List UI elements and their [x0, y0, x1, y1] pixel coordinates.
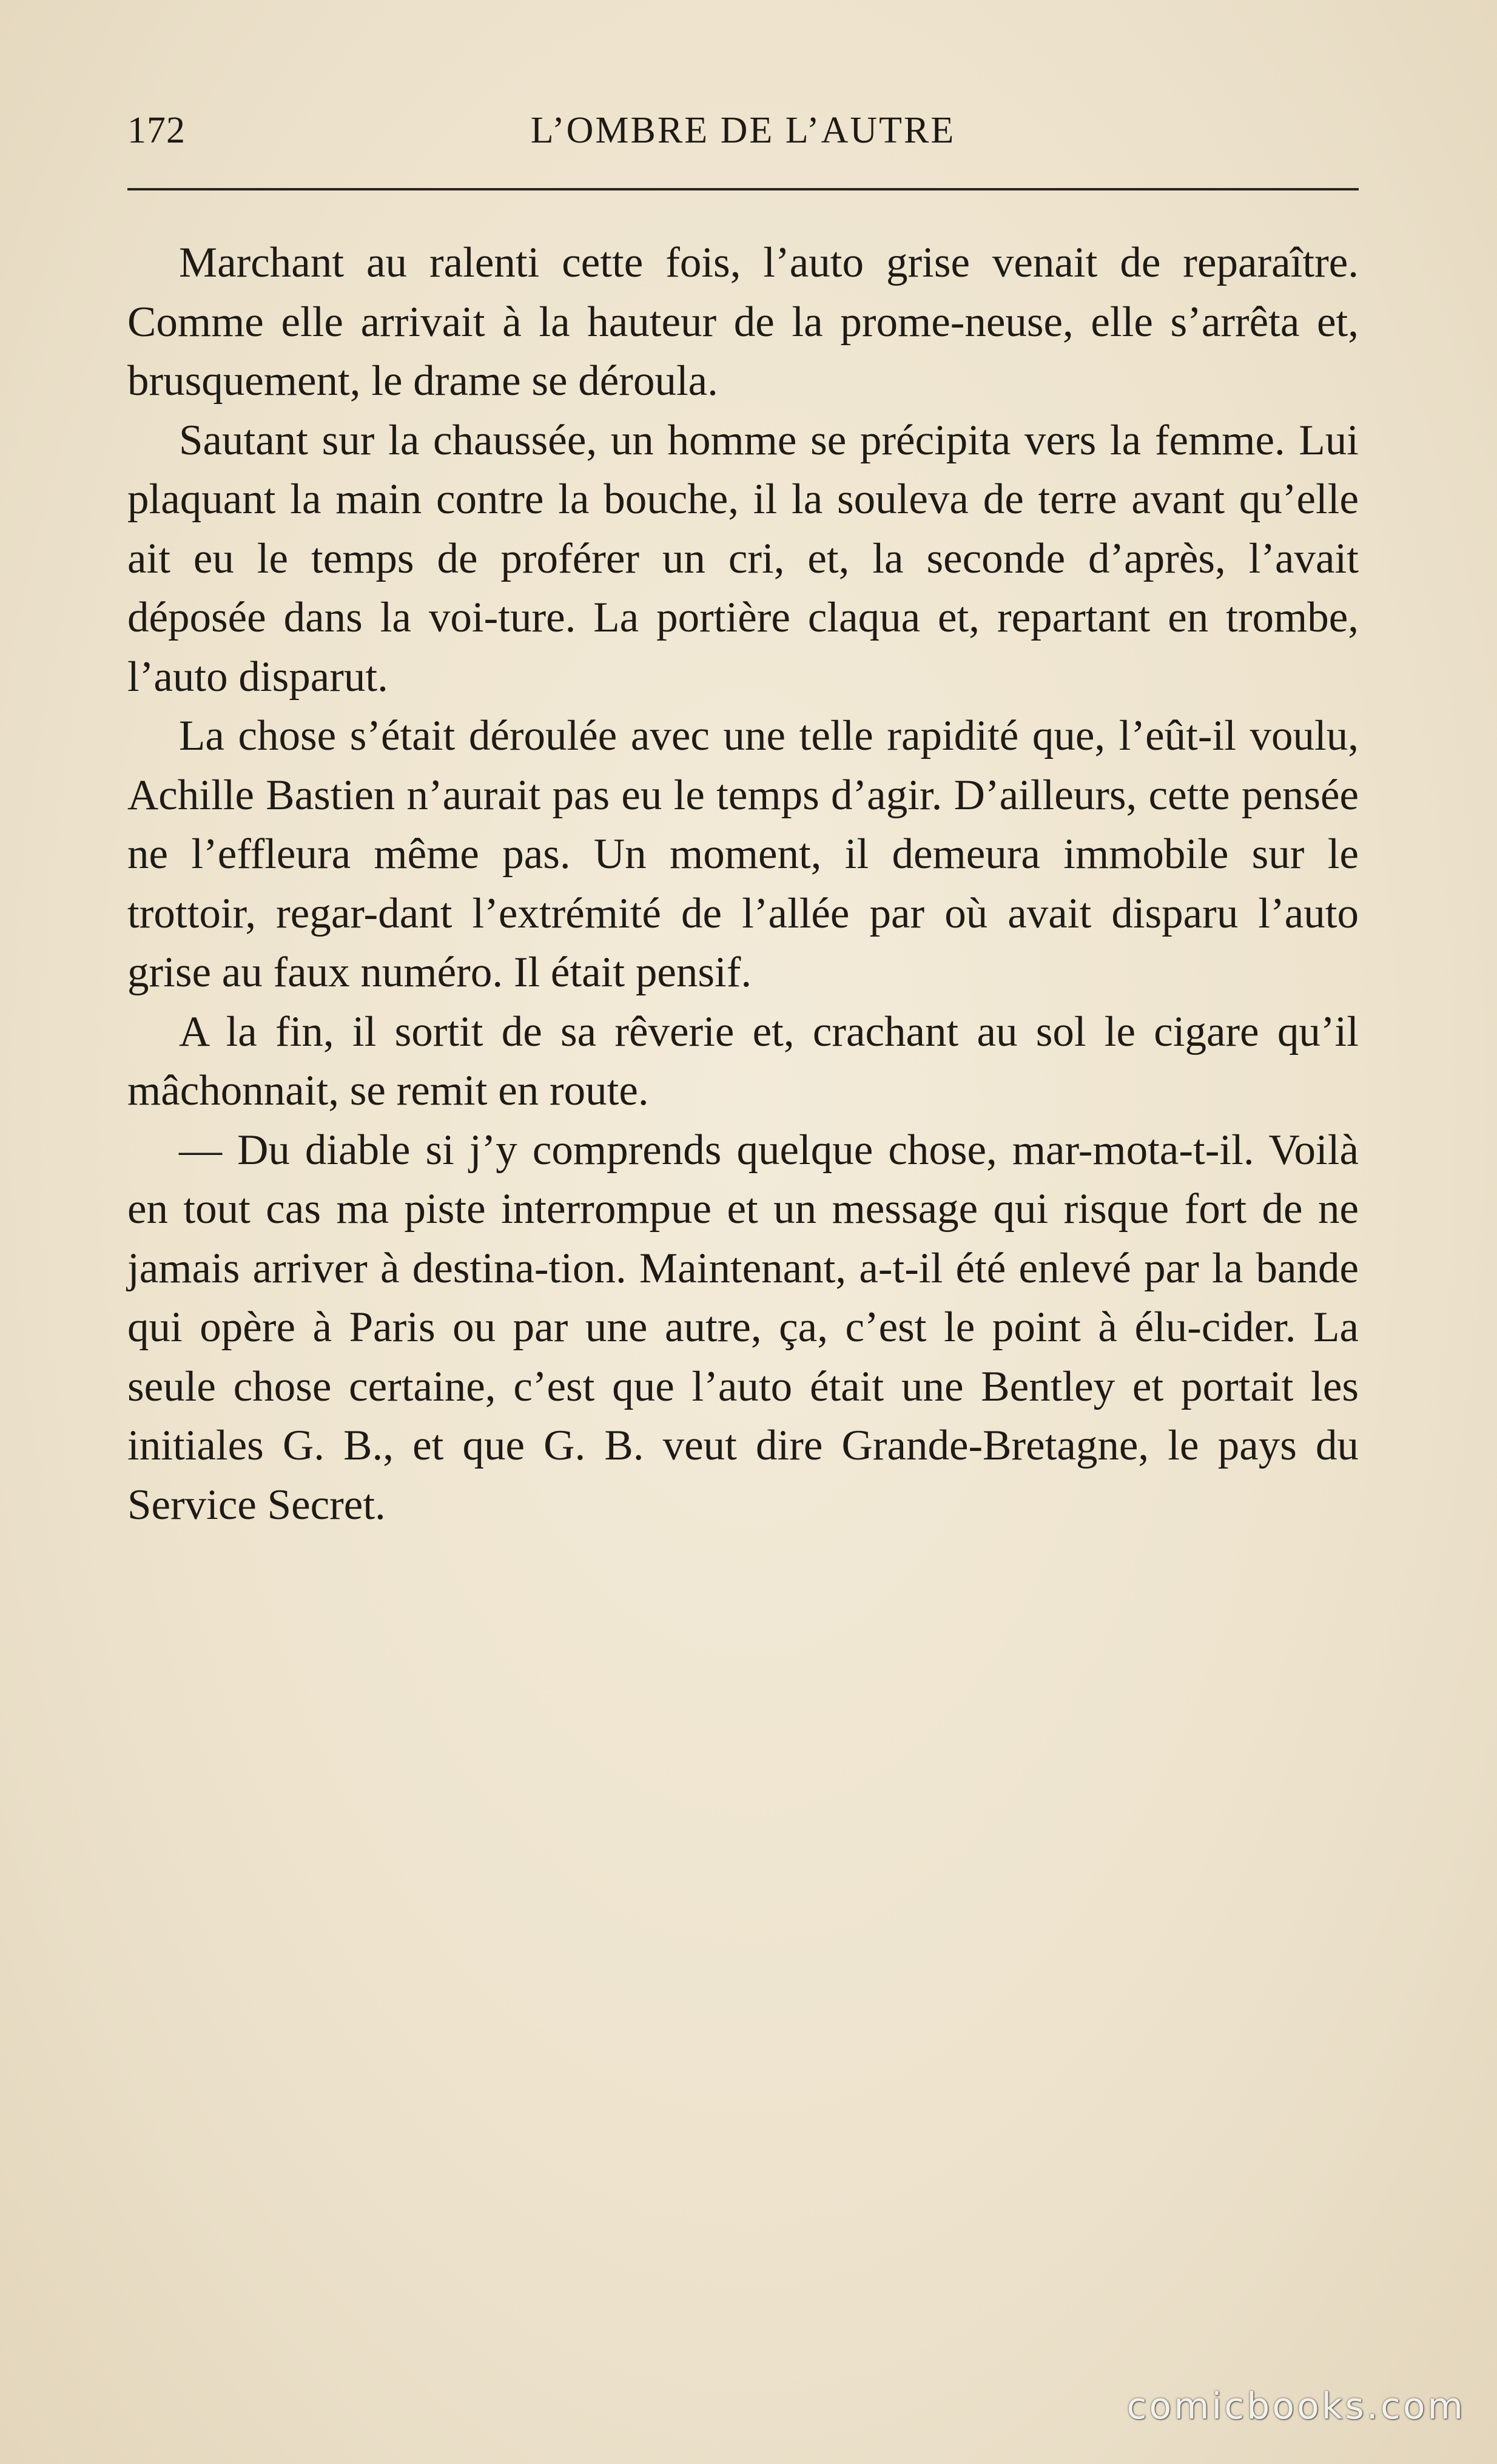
watermark: comicbooks.com: [1126, 2385, 1465, 2428]
paragraph: Sautant sur la chaussée, un homme se précipita vers la femme. Lui plaquant la main contre la bouche, il la souleva de terre avant qu’elle ait eu le temps de proférer un cri, et, la seconde d’après, l’avait déposée dans la voi-ture. La portière claqua et, repartant en trombe, l’auto disparut.: [127, 416, 1359, 701]
paragraph: — Du diable si j’y comprends quelque chose, mar-mota-t-il. Voilà en tout cas ma piste interrompue et un message qui risque fort de ne jamais arriver à destina-tion. Maintenant, a-t-il été enlevé par la bande qui opère à Paris ou par une autre, ça, c’est le point à élu-cider. La seule chose certaine, c’est que l’auto était une Bentley et portait les initiales G. B., et que G. B. veut dire Grande-Bretagne, le pays du Service Secret.: [127, 1126, 1359, 1529]
paragraph: La chose s’était déroulée avec une telle rapidité que, l’eût-il voulu, Achille Bastien n’aurait pas eu le temps d’agir. D’ailleurs, cette pensée ne l’effleura même pas. Un moment, il demeura immobile sur le trottoir, regar-dant l’extrémité de l’allée par où avait disparu l’auto grise au faux numéro. Il était pensif.: [127, 712, 1359, 996]
body-text: [127, 234, 1359, 1535]
running-title: L’OMBRE DE L’AUTRE: [530, 110, 956, 151]
paragraph: A la fin, il sortit de sa rêverie et, crachant au sol le cigare qu’il mâchonnait, se remit en route.: [127, 1008, 1359, 1114]
page-header: [127, 103, 1359, 170]
page-number: 172: [127, 110, 186, 151]
paragraph: Marchant au ralenti cette fois, l’auto grise venait de reparaître. Comme elle arrivait à la hauteur de la prome-neuse, elle s’arrêta et, brusquement, le drame se déroula.: [127, 239, 1359, 405]
header-rule: [127, 188, 1359, 190]
